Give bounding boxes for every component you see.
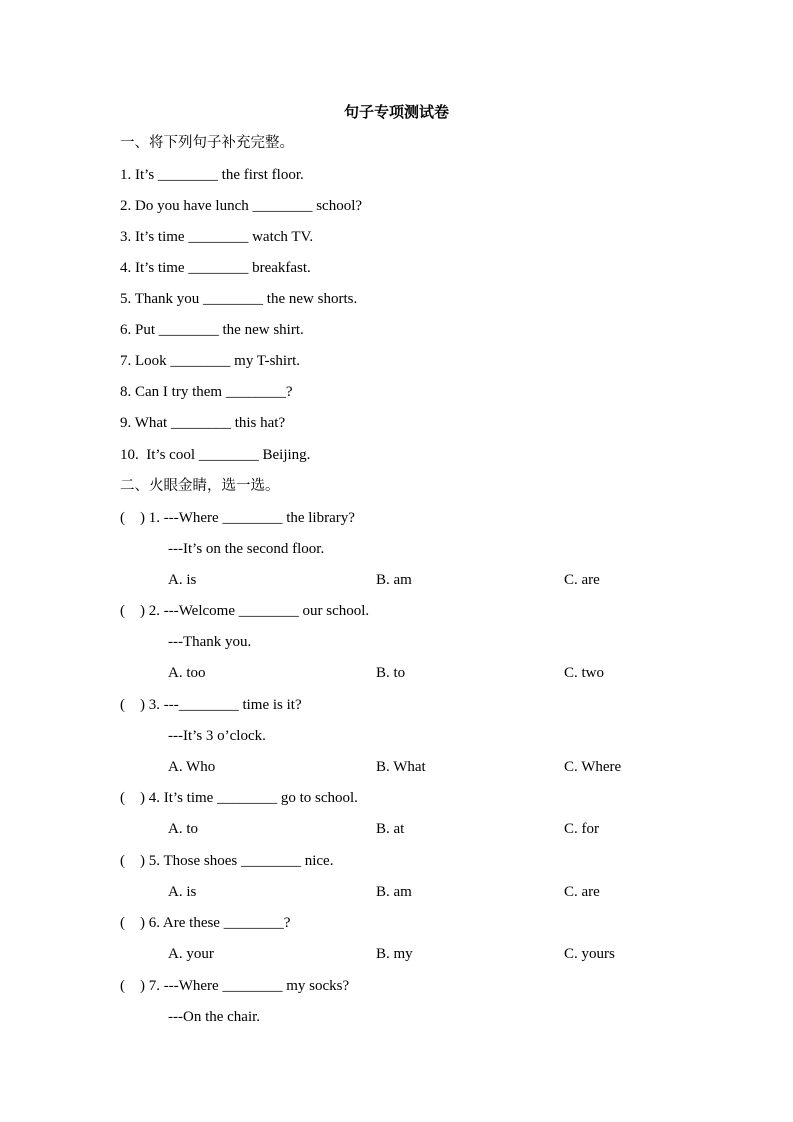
option-a: A. Who: [168, 759, 216, 775]
option-c: C. for: [564, 821, 599, 837]
fill-item: 7. Look ________ my T-shirt.: [120, 353, 301, 369]
question-answer: ---It’s on the second floor.: [168, 541, 325, 557]
option-a: A. is: [168, 884, 197, 900]
question-stem: ( ) 3. ---________ time is it?: [120, 697, 302, 713]
fill-item: 4. It’s time ________ breakfast.: [120, 260, 311, 276]
question-stem: ( ) 4. It’s time ________ go to school.: [120, 790, 358, 806]
option-c: C. are: [564, 884, 600, 900]
section1-heading: 一、将下列句子补充完整。: [120, 135, 294, 151]
fill-item: 9. What ________ this hat?: [120, 415, 286, 431]
section2-heading: 二、火眼金睛，选一选。: [120, 478, 280, 494]
option-a: A. your: [168, 946, 214, 962]
option-b: B. at: [376, 821, 405, 837]
option-b: B. to: [376, 665, 406, 681]
fill-item: 8. Can I try them ________?: [120, 384, 293, 400]
question-answer: ---It’s 3 o’clock.: [168, 728, 266, 744]
option-a: A. to: [168, 821, 198, 837]
option-c: C. two: [564, 665, 605, 681]
question-stem: ( ) 6. Are these ________?: [120, 915, 291, 931]
fill-item: 1. It’s ________ the first floor.: [120, 167, 304, 183]
fill-item: 5. Thank you ________ the new shorts.: [120, 291, 358, 307]
question-stem: ( ) 7. ---Where ________ my socks?: [120, 978, 350, 994]
option-c: C. are: [564, 572, 600, 588]
fill-item: 3. It’s time ________ watch TV.: [120, 229, 314, 245]
option-b: B. am: [376, 884, 412, 900]
option-a: A. too: [168, 665, 206, 681]
page-title: 句子专项测试卷: [343, 103, 449, 121]
option-a: A. is: [168, 572, 197, 588]
question-answer: ---Thank you.: [168, 634, 252, 650]
question-stem: ( ) 1. ---Where ________ the library?: [120, 510, 355, 526]
option-b: B. What: [376, 759, 426, 775]
question-stem: ( ) 2. ---Welcome ________ our school.: [120, 603, 370, 619]
option-c: C. yours: [564, 946, 615, 962]
question-stem: ( ) 5. Those shoes ________ nice.: [120, 853, 334, 869]
option-b: B. am: [376, 572, 412, 588]
option-b: B. my: [376, 946, 413, 962]
fill-item: 10. It’s cool ________ Beijing.: [120, 447, 311, 463]
fill-item: 6. Put ________ the new shirt.: [120, 322, 304, 338]
option-c: C. Where: [564, 759, 622, 775]
fill-item: 2. Do you have lunch ________ school?: [120, 198, 363, 214]
question-answer: ---On the chair.: [168, 1009, 261, 1025]
